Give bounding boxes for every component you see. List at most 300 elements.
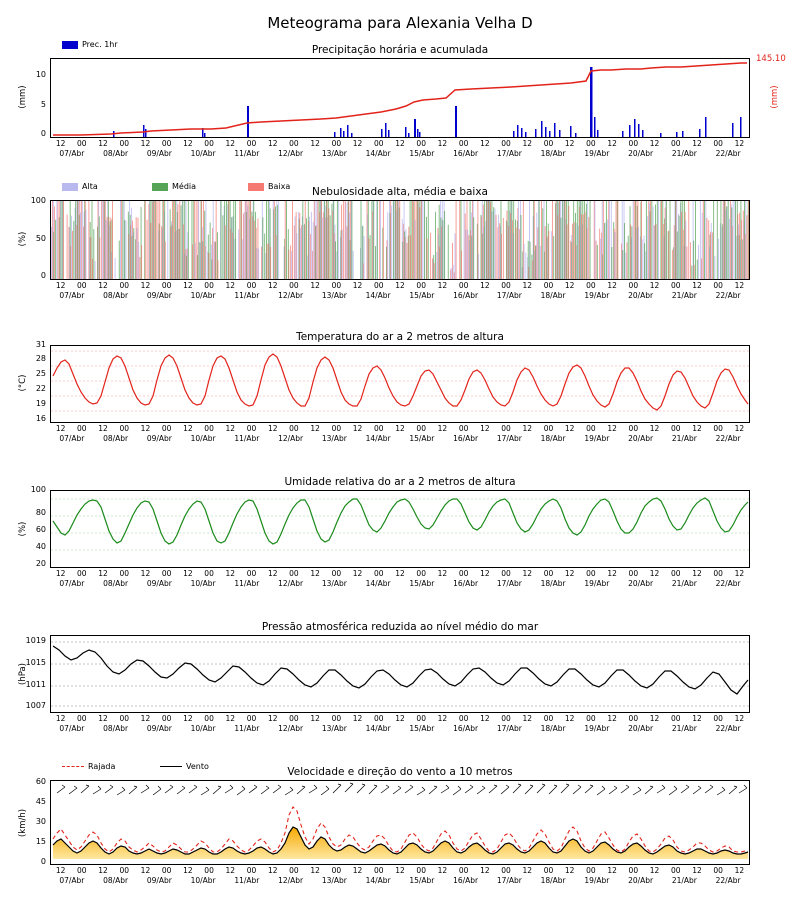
x-hour-tick: 12 [607, 139, 617, 148]
x-day-tick: 14/Abr [365, 434, 391, 443]
x-hour-tick: 12 [225, 139, 236, 148]
x-day-tick: 19/Abr [584, 579, 610, 588]
x-hour-tick: 00 [501, 424, 511, 433]
x-hour-tick: 12 [183, 139, 193, 148]
x-hour-tick: 12 [310, 139, 320, 148]
x-day-tick: 08/Abr [103, 876, 129, 885]
x-hour-tick: 12 [734, 139, 745, 148]
panel-precip-y2label: (mm) [770, 85, 780, 109]
x-hour-tick: 12 [437, 139, 448, 148]
x-day-tick: 20/Abr [628, 579, 654, 588]
x-hour-tick: 12 [437, 569, 448, 578]
x-hour-tick: 12 [55, 714, 66, 723]
x-day-tick: 12/Abr [278, 434, 304, 443]
x-hour-tick: 00 [289, 714, 299, 723]
x-hour-tick: 12 [522, 281, 533, 290]
x-hour-tick: 00 [374, 866, 384, 875]
panel-pressure-ylabel: (hPa) [18, 663, 28, 685]
x-hour-tick: 12 [734, 714, 745, 723]
x-hour-tick: 12 [564, 866, 575, 875]
x-day-tick: 11/Abr [234, 291, 260, 300]
x-hour-tick: 00 [586, 569, 596, 578]
x-day-tick: 07/Abr [59, 724, 85, 733]
x-hour-tick: 12 [55, 569, 66, 578]
x-hour-tick: 00 [670, 139, 681, 148]
temp-ytick-0: 16 [35, 414, 46, 423]
x-day-tick: 18/Abr [540, 434, 566, 443]
clouds-legend-alta [62, 182, 98, 191]
wind-legend-rajada [62, 762, 115, 771]
x-day-tick: 10/Abr [190, 291, 216, 300]
x-hour-tick: 12 [183, 866, 193, 875]
panel-temp-title: Temperatura do ar a 2 metros de altura [296, 331, 504, 343]
cloud-baixa-label: Baixa [268, 182, 291, 191]
x-day-tick: 14/Abr [365, 291, 391, 300]
x-hour-tick: 00 [161, 866, 172, 875]
x-hour-tick: 00 [204, 424, 214, 433]
x-hour-tick: 00 [289, 139, 299, 148]
x-hour-tick: 12 [225, 569, 236, 578]
panel-precip-title: Precipitação horária e acumulada [311, 44, 489, 56]
cloud-baixa-swatch [248, 183, 264, 191]
x-hour-tick: 12 [564, 139, 575, 148]
x-hour-tick: 00 [628, 424, 639, 433]
x-hour-tick: 12 [480, 139, 490, 148]
humid-line [53, 498, 748, 544]
x-hour-tick: 12 [734, 866, 745, 875]
x-hour-tick: 12 [310, 424, 320, 433]
x-day-tick: 13/Abr [321, 434, 347, 443]
x-day-tick: 08/Abr [103, 291, 129, 300]
x-hour-tick: 00 [628, 281, 639, 290]
x-hour-tick: 00 [77, 569, 87, 578]
x-hour-tick: 00 [586, 139, 596, 148]
temp-ytick-2: 22 [35, 384, 46, 393]
precip-accum-line [53, 63, 747, 135]
x-day-tick: 17/Abr [496, 291, 522, 300]
x-day-tick: 22/Abr [715, 291, 741, 300]
x-hour-tick: 12 [267, 714, 278, 723]
x-hour-tick: 00 [161, 139, 172, 148]
x-hour-tick: 12 [310, 569, 320, 578]
x-hour-tick: 00 [670, 866, 681, 875]
x-hour-tick: 00 [331, 714, 342, 723]
x-day-tick: 20/Abr [628, 149, 654, 158]
x-day-tick: 15/Abr [409, 724, 435, 733]
x-day-tick: 14/Abr [365, 149, 391, 158]
x-hour-tick: 00 [416, 281, 426, 290]
x-hour-tick: 00 [204, 866, 214, 875]
humid-plot-svg [51, 491, 749, 567]
x-hour-tick: 12 [480, 714, 490, 723]
x-hour-tick: 00 [670, 424, 681, 433]
x-day-tick: 07/Abr [59, 149, 85, 158]
x-hour-tick: 00 [374, 424, 384, 433]
x-hour-tick: 12 [395, 866, 405, 875]
x-hour-tick: 12 [437, 424, 448, 433]
x-day-tick: 15/Abr [409, 876, 435, 885]
x-day-tick: 10/Abr [190, 149, 216, 158]
x-day-tick: 19/Abr [584, 724, 610, 733]
x-hour-tick: 12 [352, 866, 363, 875]
x-hour-tick: 00 [586, 866, 596, 875]
x-day-tick: 09/Abr [146, 291, 172, 300]
temp-line [53, 354, 748, 410]
x-hour-tick: 12 [395, 424, 405, 433]
x-hour-tick: 00 [713, 424, 723, 433]
x-day-tick: 21/Abr [671, 724, 697, 733]
x-hour-tick: 12 [55, 281, 66, 290]
x-hour-tick: 00 [204, 714, 214, 723]
x-hour-tick: 00 [586, 424, 596, 433]
x-day-tick: 18/Abr [540, 724, 566, 733]
x-hour-tick: 00 [543, 569, 554, 578]
panel-humid-title: Umidade relativa do ar a 2 metros de altura [284, 476, 516, 488]
x-day-tick: 11/Abr [234, 149, 260, 158]
x-day-tick: 10/Abr [190, 724, 216, 733]
temp-ytick-5: 31 [35, 340, 46, 349]
x-day-tick: 08/Abr [103, 434, 129, 443]
x-day-tick: 14/Abr [365, 876, 391, 885]
x-day-tick: 16/Abr [453, 291, 479, 300]
x-hour-tick: 12 [183, 424, 193, 433]
x-hour-tick: 12 [183, 569, 193, 578]
x-hour-tick: 12 [395, 139, 405, 148]
x-hour-tick: 00 [458, 281, 469, 290]
x-hour-tick: 00 [713, 569, 723, 578]
x-hour-tick: 12 [183, 714, 193, 723]
panel-pressure-title: Pressão atmosférica reduzida ao nível médio do mar [261, 621, 539, 633]
panel-clouds-ylabel: (%) [18, 231, 28, 247]
x-hour-tick: 12 [607, 281, 617, 290]
x-day-tick: 09/Abr [146, 724, 172, 733]
x-hour-tick: 00 [161, 714, 172, 723]
x-day-tick: 10/Abr [190, 876, 216, 885]
clouds-legend-baixa [248, 182, 290, 191]
precip-legend-label: Prec. 1hr [82, 40, 118, 49]
x-day-tick: 20/Abr [628, 434, 654, 443]
x-day-tick: 22/Abr [715, 579, 741, 588]
x-hour-tick: 00 [331, 281, 342, 290]
x-hour-tick: 00 [77, 714, 87, 723]
x-hour-tick: 12 [649, 866, 660, 875]
x-day-tick: 20/Abr [628, 876, 654, 885]
cloud-media-label: Média [172, 182, 197, 191]
x-hour-tick: 00 [543, 139, 554, 148]
x-hour-tick: 12 [55, 139, 66, 148]
x-hour-tick: 12 [352, 714, 363, 723]
x-hour-tick: 00 [204, 139, 214, 148]
x-day-tick: 09/Abr [146, 434, 172, 443]
x-hour-tick: 00 [628, 569, 639, 578]
x-hour-tick: 12 [352, 139, 363, 148]
x-hour-tick: 00 [628, 866, 639, 875]
wind-ytick-1: 15 [35, 837, 46, 846]
x-day-tick: 12/Abr [278, 149, 304, 158]
x-hour-tick: 00 [374, 569, 384, 578]
x-hour-tick: 12 [692, 424, 702, 433]
pressure-ytick-3: 1019 [25, 636, 46, 645]
x-hour-tick: 00 [416, 714, 426, 723]
x-day-tick: 19/Abr [584, 149, 610, 158]
precip-bars [113, 67, 742, 137]
x-hour-tick: 00 [246, 569, 257, 578]
x-hour-tick: 00 [119, 281, 129, 290]
x-hour-tick: 00 [161, 424, 172, 433]
x-hour-tick: 00 [586, 714, 596, 723]
panel-precip [50, 58, 750, 138]
wind-ytick-0: 0 [40, 857, 46, 866]
x-hour-tick: 12 [437, 714, 448, 723]
x-hour-tick: 12 [522, 424, 533, 433]
x-hour-tick: 00 [246, 424, 257, 433]
x-hour-tick: 00 [501, 569, 511, 578]
x-day-tick: 18/Abr [540, 579, 566, 588]
x-hour-tick: 00 [374, 281, 384, 290]
x-hour-tick: 00 [77, 139, 87, 148]
x-hour-tick: 00 [628, 139, 639, 148]
x-hour-tick: 00 [543, 424, 554, 433]
x-hour-tick: 12 [267, 424, 278, 433]
x-hour-tick: 12 [55, 866, 66, 875]
clouds-bars [51, 201, 749, 279]
x-day-tick: 19/Abr [584, 876, 610, 885]
wind-ytick-3: 45 [35, 797, 46, 806]
x-day-tick: 14/Abr [365, 724, 391, 733]
x-day-tick: 11/Abr [234, 724, 260, 733]
x-hour-tick: 12 [564, 714, 575, 723]
temp-ytick-1: 19 [35, 399, 46, 408]
x-hour-tick: 12 [649, 139, 660, 148]
x-hour-tick: 00 [713, 281, 723, 290]
x-hour-tick: 12 [564, 569, 575, 578]
clouds-plot-svg [51, 201, 749, 279]
x-hour-tick: 12 [734, 424, 745, 433]
pressure-plot-svg [51, 636, 749, 712]
precip-legend-swatch [62, 41, 78, 49]
x-hour-tick: 12 [692, 139, 702, 148]
x-day-tick: 07/Abr [59, 434, 85, 443]
rajada-legend-label: Rajada [88, 762, 116, 771]
x-hour-tick: 00 [246, 714, 257, 723]
wind-barbs [57, 783, 747, 795]
x-hour-tick: 00 [119, 139, 129, 148]
rajada-legend-line [62, 766, 84, 767]
x-hour-tick: 00 [713, 714, 723, 723]
panel-humid-ylabel: (%) [18, 521, 28, 537]
x-hour-tick: 00 [458, 714, 469, 723]
x-day-tick: 18/Abr [540, 291, 566, 300]
x-day-tick: 10/Abr [190, 434, 216, 443]
x-day-tick: 18/Abr [540, 149, 566, 158]
x-hour-tick: 12 [352, 281, 363, 290]
x-day-tick: 07/Abr [59, 579, 85, 588]
wind-plot-svg [51, 781, 749, 864]
x-hour-tick: 12 [607, 424, 617, 433]
pressure-ytick-1: 1011 [25, 680, 46, 689]
x-hour-tick: 00 [670, 281, 681, 290]
x-hour-tick: 12 [522, 714, 533, 723]
x-hour-tick: 00 [416, 139, 426, 148]
x-day-tick: 12/Abr [278, 291, 304, 300]
page-title: Meteograma para Alexania Velha D [267, 14, 533, 32]
x-day-tick: 21/Abr [671, 291, 697, 300]
panel-temp-ylabel: (°C) [18, 374, 28, 392]
x-hour-tick: 12 [564, 281, 575, 290]
x-day-tick: 09/Abr [146, 876, 172, 885]
x-hour-tick: 00 [543, 714, 554, 723]
x-day-tick: 21/Abr [671, 876, 697, 885]
x-hour-tick: 00 [119, 866, 129, 875]
x-day-tick: 17/Abr [496, 149, 522, 158]
x-day-tick: 15/Abr [409, 434, 435, 443]
precip-legend [62, 40, 118, 49]
x-hour-tick: 12 [607, 866, 617, 875]
panel-pressure [50, 635, 750, 713]
x-day-tick: 13/Abr [321, 876, 347, 885]
x-day-tick: 17/Abr [496, 724, 522, 733]
x-hour-tick: 12 [522, 139, 533, 148]
wind-legend-vento [160, 762, 209, 771]
x-day-tick: 16/Abr [453, 724, 479, 733]
x-hour-tick: 12 [225, 866, 236, 875]
pressure-ytick-0: 1007 [25, 701, 46, 710]
x-hour-tick: 12 [140, 714, 151, 723]
humid-ytick-3: 80 [35, 508, 46, 517]
x-day-tick: 16/Abr [453, 579, 479, 588]
humid-ytick-2: 60 [35, 525, 46, 534]
x-day-tick: 13/Abr [321, 149, 347, 158]
x-hour-tick: 12 [352, 424, 363, 433]
x-hour-tick: 00 [331, 866, 342, 875]
x-hour-tick: 12 [140, 866, 151, 875]
x-hour-tick: 12 [98, 424, 108, 433]
x-day-tick: 19/Abr [584, 291, 610, 300]
x-hour-tick: 12 [437, 866, 448, 875]
temp-ytick-4: 28 [35, 354, 46, 363]
x-hour-tick: 00 [501, 714, 511, 723]
cloud-alta-label: Alta [82, 182, 98, 191]
x-hour-tick: 12 [98, 569, 108, 578]
pressure-gridlines [51, 642, 749, 706]
x-hour-tick: 00 [374, 139, 384, 148]
x-hour-tick: 12 [140, 569, 151, 578]
x-hour-tick: 12 [140, 139, 151, 148]
x-day-tick: 13/Abr [321, 579, 347, 588]
x-hour-tick: 00 [77, 866, 87, 875]
humid-ytick-0: 20 [35, 559, 46, 568]
precip-accum-total: 145.10 [756, 54, 786, 64]
x-day-tick: 08/Abr [103, 579, 129, 588]
wind-fill [53, 827, 748, 859]
x-day-tick: 16/Abr [453, 434, 479, 443]
humid-ytick-1: 40 [35, 542, 46, 551]
x-hour-tick: 12 [480, 424, 490, 433]
x-hour-tick: 12 [310, 281, 320, 290]
x-day-tick: 22/Abr [715, 724, 741, 733]
x-hour-tick: 00 [374, 714, 384, 723]
x-hour-tick: 12 [522, 866, 533, 875]
x-hour-tick: 00 [501, 281, 511, 290]
pressure-ytick-2: 1015 [25, 658, 46, 667]
panel-wind-title: Velocidade e direção do vento a 10 metros [287, 766, 513, 778]
x-day-tick: 18/Abr [540, 876, 566, 885]
x-hour-tick: 00 [458, 569, 469, 578]
x-hour-tick: 12 [480, 569, 490, 578]
x-hour-tick: 00 [289, 281, 299, 290]
clouds-legend-media [152, 182, 196, 191]
x-day-tick: 22/Abr [715, 876, 741, 885]
humid-ytick-4: 100 [30, 485, 46, 494]
pressure-line [53, 646, 748, 694]
x-hour-tick: 00 [713, 139, 723, 148]
panel-wind-ylabel: (km/h) [18, 808, 28, 838]
x-day-tick: 12/Abr [278, 579, 304, 588]
x-hour-tick: 00 [543, 866, 554, 875]
x-day-tick: 11/Abr [234, 876, 260, 885]
x-hour-tick: 12 [310, 866, 320, 875]
x-hour-tick: 12 [692, 281, 702, 290]
panel-clouds [50, 200, 750, 280]
x-hour-tick: 00 [331, 139, 342, 148]
clouds-ytick-1: 50 [35, 234, 46, 243]
x-hour-tick: 12 [692, 569, 702, 578]
x-hour-tick: 00 [416, 569, 426, 578]
x-day-tick: 21/Abr [671, 579, 697, 588]
x-hour-tick: 00 [501, 139, 511, 148]
x-hour-tick: 12 [649, 281, 660, 290]
vento-legend-line [160, 766, 182, 767]
x-day-tick: 22/Abr [715, 149, 741, 158]
x-hour-tick: 12 [352, 569, 363, 578]
x-hour-tick: 12 [55, 424, 66, 433]
x-day-tick: 19/Abr [584, 434, 610, 443]
panel-clouds-title: Nebulosidade alta, média e baixa [311, 186, 488, 198]
precip-ytick-1: 5 [40, 100, 46, 109]
wind-ytick-4: 60 [35, 777, 46, 786]
x-day-tick: 20/Abr [628, 291, 654, 300]
cloud-media-swatch [152, 183, 168, 191]
x-day-tick: 10/Abr [190, 579, 216, 588]
x-hour-tick: 00 [161, 281, 172, 290]
x-hour-tick: 12 [395, 714, 405, 723]
x-hour-tick: 00 [458, 866, 469, 875]
temp-gridlines [51, 351, 749, 411]
x-hour-tick: 12 [649, 714, 660, 723]
x-hour-tick: 00 [628, 714, 639, 723]
precip-ytick-0: 0 [40, 129, 46, 138]
x-day-tick: 16/Abr [453, 876, 479, 885]
x-day-tick: 15/Abr [409, 579, 435, 588]
x-hour-tick: 12 [607, 714, 617, 723]
x-hour-tick: 12 [140, 424, 151, 433]
x-hour-tick: 12 [692, 714, 702, 723]
x-hour-tick: 12 [140, 281, 151, 290]
x-hour-tick: 12 [267, 281, 278, 290]
x-hour-tick: 12 [734, 281, 745, 290]
x-hour-tick: 00 [289, 569, 299, 578]
x-hour-tick: 12 [98, 866, 108, 875]
x-hour-tick: 00 [670, 714, 681, 723]
panel-precip-ylabel: (mm) [18, 85, 28, 109]
x-day-tick: 17/Abr [496, 876, 522, 885]
x-hour-tick: 12 [98, 714, 108, 723]
x-hour-tick: 00 [119, 569, 129, 578]
x-hour-tick: 00 [458, 424, 469, 433]
x-hour-tick: 12 [310, 714, 320, 723]
x-hour-tick: 00 [586, 281, 596, 290]
x-day-tick: 12/Abr [278, 724, 304, 733]
